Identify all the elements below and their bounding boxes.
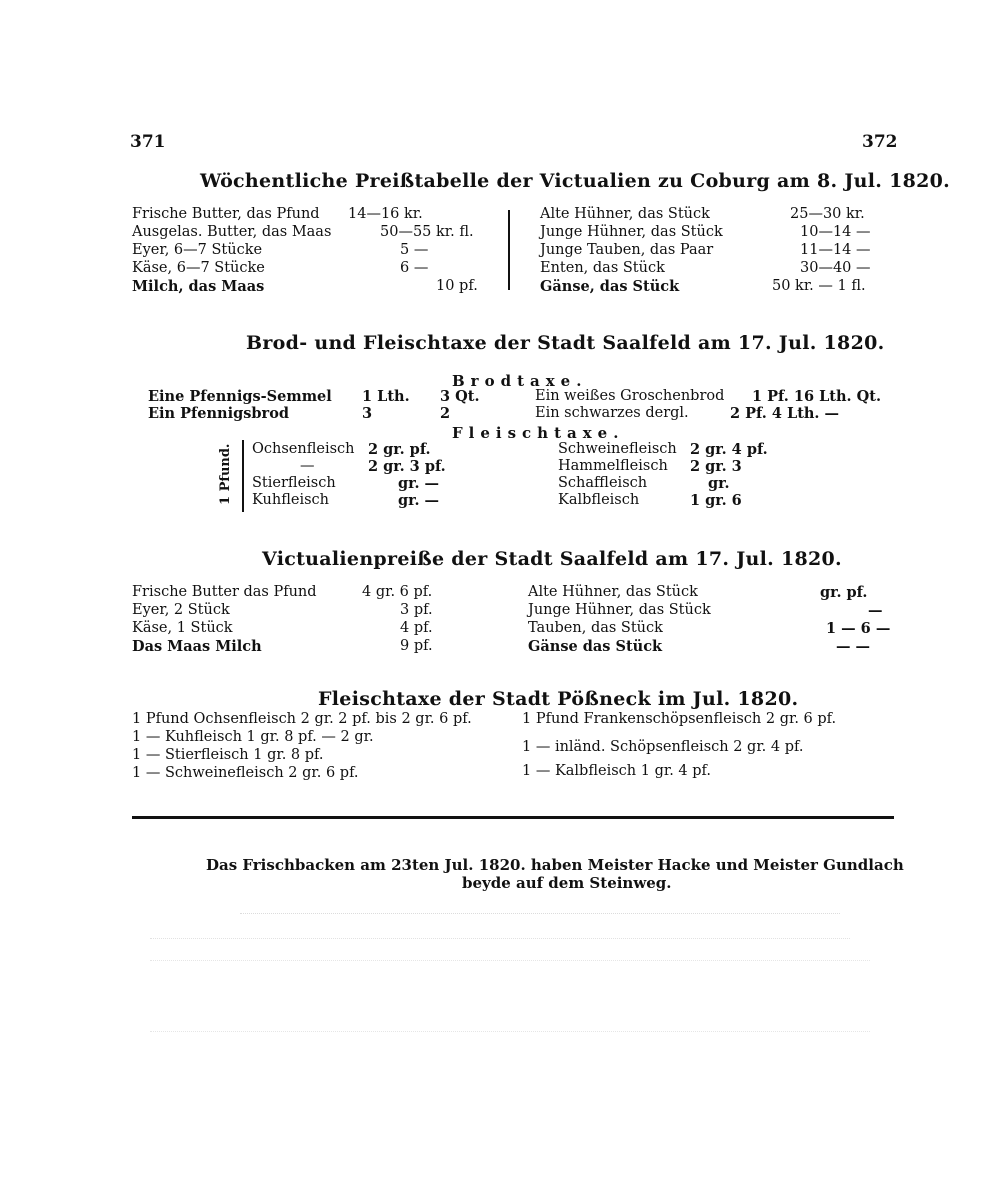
brod-left-item: Ein Pfennigsbrod bbox=[148, 405, 289, 422]
side-label-pfund: 1 Pfund. bbox=[218, 443, 233, 505]
coburg-right-price: 50 kr. — 1 fl. bbox=[772, 278, 866, 294]
fleisch-right-price: gr. bbox=[708, 475, 730, 492]
fleisch-right-price: 2 gr. 4 pf. bbox=[690, 441, 768, 458]
poessneck-right-row: 1 — inländ. Schöpsenfleisch 2 gr. 4 pf. bbox=[522, 739, 804, 755]
brod-right-item: Ein schwarzes dergl. bbox=[535, 405, 689, 421]
saalfeld-taxe-title: Brod- und Fleischtaxe der Stadt Saalfeld am 17. Jul. 1820. bbox=[246, 332, 885, 354]
brod-left-c2: 2 bbox=[440, 405, 451, 422]
saalfeld-victualien-title: Victualienpreiße der Stadt Saalfeld am 17. Jul. 1820. bbox=[262, 548, 842, 570]
fleisch-right-item: Schweinefleisch bbox=[558, 441, 677, 457]
poessneck-title: Fleischtaxe der Stadt Pößneck im Jul. 1820. bbox=[318, 688, 799, 710]
victualien-right-price: gr. pf. bbox=[820, 584, 868, 601]
coburg-right-price: 30—40 — bbox=[800, 260, 871, 276]
fleisch-bracket bbox=[242, 440, 244, 512]
fleisch-right-price: 1 gr. 6 bbox=[690, 492, 742, 509]
fleisch-left-price: gr. — bbox=[398, 475, 440, 492]
fleisch-right-item: Schaffleisch bbox=[558, 475, 648, 491]
victualien-right-item: Alte Hühner, das Stück bbox=[528, 584, 698, 600]
poessneck-left-row: 1 — Kuhfleisch 1 gr. 8 pf. — 2 gr. bbox=[132, 729, 374, 745]
brod-right-price: 2 Pf. 4 Lth. — bbox=[730, 405, 840, 422]
brod-left-c2: 3 Qt. bbox=[440, 388, 480, 405]
brod-right-price: 1 Pf. 16 Lth. Qt. bbox=[752, 388, 881, 405]
coburg-left-price: 50—55 kr. fl. bbox=[380, 224, 474, 240]
poessneck-left-row: 1 — Schweinefleisch 2 gr. 6 pf. bbox=[132, 765, 359, 781]
victualien-right-item: Tauben, das Stück bbox=[528, 620, 663, 636]
poessneck-right-row: 1 Pfund Frankenschöpsenfleisch 2 gr. 6 pf. bbox=[522, 711, 837, 727]
poessneck-right-row: 1 — Kalbfleisch 1 gr. 4 pf. bbox=[522, 763, 711, 779]
victualien-left-item: Käse, 1 Stück bbox=[132, 620, 233, 636]
coburg-title: Wöchentliche Preißtabelle der Victualien zu Coburg am 8. Jul. 1820. bbox=[200, 170, 951, 192]
coburg-right-price: 11—14 — bbox=[800, 242, 871, 258]
fleisch-left-item: Ochsenfleisch bbox=[252, 441, 355, 457]
victualien-left-price: 4 pf. bbox=[400, 620, 433, 636]
page-number-left: 371 bbox=[130, 132, 166, 152]
poessneck-left-row: 1 Pfund Ochsenfleisch 2 gr. 2 pf. bis 2 gr. 6 pf. bbox=[132, 711, 472, 727]
victualien-right-price: — — bbox=[836, 638, 871, 655]
fleisch-right-item: Hammelfleisch bbox=[558, 458, 668, 474]
victualien-right-price: — bbox=[868, 602, 883, 619]
coburg-right-price: 10—14 — bbox=[800, 224, 871, 240]
victualien-left-item: Frische Butter das Pfund bbox=[132, 584, 317, 600]
fleisch-left-price: 2 gr. 3 pf. bbox=[368, 458, 446, 475]
victualien-right-item: Junge Hühner, das Stück bbox=[528, 602, 711, 618]
notice-line-1: Das Frischbacken am 23ten Jul. 1820. haben Meister Hacke und Meister Gundlach bbox=[206, 856, 904, 874]
victualien-left-price: 9 pf. bbox=[400, 638, 433, 654]
coburg-left-item: Ausgelas. Butter, das Maas bbox=[132, 224, 332, 240]
fleisch-right-item: Kalbfleisch bbox=[558, 492, 640, 508]
coburg-right-item: Junge Tauben, das Paar bbox=[540, 242, 714, 258]
coburg-right-item: Alte Hühner, das Stück bbox=[540, 206, 710, 222]
poessneck-left-row: 1 — Stierfleisch 1 gr. 8 pf. bbox=[132, 747, 324, 763]
fleisch-left-item: Stierfleisch bbox=[252, 475, 336, 491]
fleisch-right-price: 2 gr. 3 bbox=[690, 458, 742, 475]
fleisch-left-item: — bbox=[300, 458, 315, 474]
victualien-right-item: Gänse das Stück bbox=[528, 638, 663, 655]
victualien-left-price: 4 gr. 6 pf. bbox=[362, 584, 433, 600]
coburg-left-price: 10 pf. bbox=[436, 278, 478, 294]
coburg-right-price: 25—30 kr. bbox=[790, 206, 865, 222]
coburg-right-item: Enten, das Stück bbox=[540, 260, 665, 276]
coburg-left-price: 14—16 kr. bbox=[348, 206, 423, 222]
victualien-left-price: 3 pf. bbox=[400, 602, 433, 618]
coburg-left-item: Milch, das Maas bbox=[132, 278, 265, 295]
brod-left-c1: 1 Lth. bbox=[362, 388, 410, 405]
coburg-left-price: 6 — bbox=[400, 260, 429, 276]
fleisch-left-price: gr. — bbox=[398, 492, 440, 509]
coburg-column-divider bbox=[508, 210, 510, 290]
coburg-right-item: Junge Hühner, das Stück bbox=[540, 224, 723, 240]
victualien-right-price: 1 — 6 — bbox=[826, 620, 891, 637]
victualien-left-item: Eyer, 2 Stück bbox=[132, 602, 230, 618]
brod-left-item: Eine Pfennigs-Semmel bbox=[148, 388, 332, 405]
brod-heading: Brodtaxe. bbox=[452, 372, 588, 390]
fleisch-heading: Fleischtaxe. bbox=[452, 424, 625, 442]
coburg-left-price: 5 — bbox=[400, 242, 429, 258]
brod-left-c1: 3 bbox=[362, 405, 373, 422]
coburg-left-item: Frische Butter, das Pfund bbox=[132, 206, 320, 222]
section-rule bbox=[132, 816, 894, 819]
coburg-right-item: Gänse, das Stück bbox=[540, 278, 680, 295]
fleisch-left-item: Kuhfleisch bbox=[252, 492, 329, 508]
notice-line-2: beyde auf dem Steinweg. bbox=[462, 874, 672, 892]
fleisch-left-price: 2 gr. pf. bbox=[368, 441, 431, 458]
brod-right-item: Ein weißes Groschenbrod bbox=[535, 388, 725, 404]
coburg-left-item: Käse, 6—7 Stücke bbox=[132, 260, 265, 276]
coburg-left-item: Eyer, 6—7 Stücke bbox=[132, 242, 263, 258]
page-number-right: 372 bbox=[862, 132, 898, 152]
victualien-left-item: Das Maas Milch bbox=[132, 638, 262, 655]
